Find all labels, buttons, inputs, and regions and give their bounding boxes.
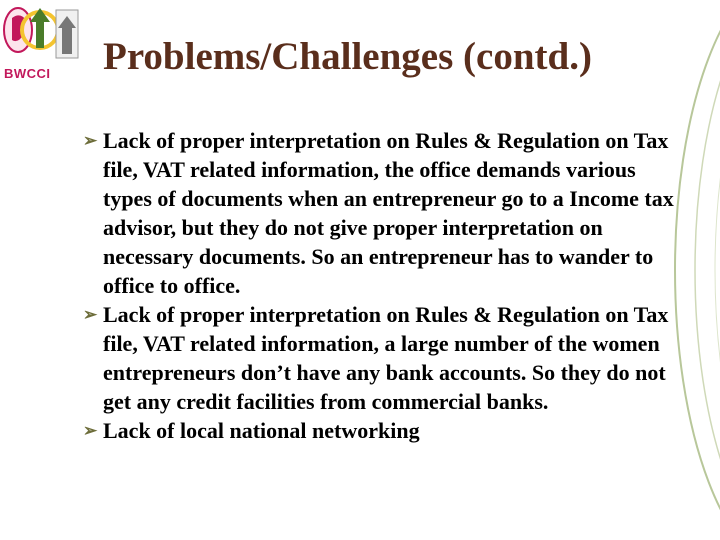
- slide-title: Problems/Challenges (contd.): [103, 35, 592, 78]
- bwcci-logo: [0, 0, 84, 82]
- bullet-item: ➢ Lack of proper interpretation on Rules & Regulation on Tax file, VAT related information, a large number of the women entrepreneurs don’t have any bank accounts. So they do not get any credit facilities from commercial banks.: [83, 302, 669, 414]
- logo-text: BWCCI: [4, 66, 51, 81]
- bullet-item: ➢ Lack of proper interpretation on Rules & Regulation on Tax file, VAT related information, the office demands various types of documents when an entrepreneur go to a Income tax advisor, but they do not give proper interpretation on necessary documents. So an entrepreneur has to wander to office to office.: [83, 128, 674, 298]
- logo-emblem-icon: [0, 0, 84, 66]
- bullet-item: ➢ Lack of local national networking: [83, 418, 420, 443]
- arrow-bullet-icon: ➢: [83, 421, 98, 440]
- bullet-list: [83, 126, 683, 445]
- arrow-bullet-icon: ➢: [83, 131, 98, 150]
- arrow-bullet-icon: ➢: [83, 305, 98, 324]
